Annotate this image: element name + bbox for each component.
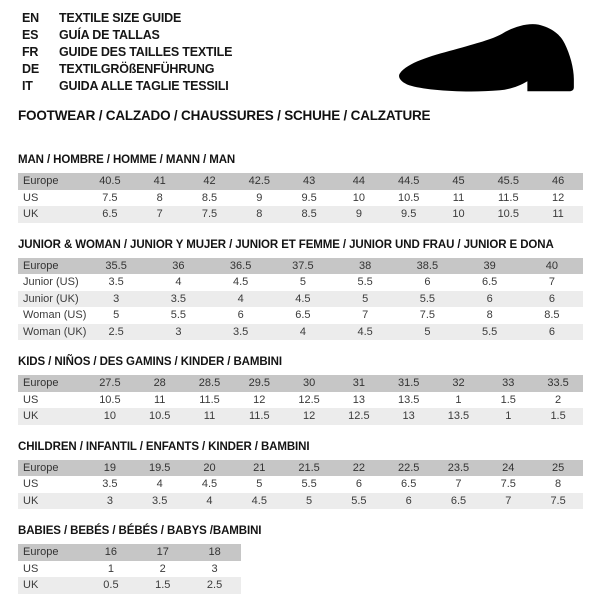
size-table — [18, 258, 583, 341]
row-label-cell: US — [23, 393, 39, 406]
size-value-cell: 30 — [284, 375, 334, 392]
size-value-cell: 7.5 — [419, 309, 436, 322]
table-row — [18, 206, 583, 223]
size-value-cell: 5 — [113, 309, 120, 322]
size-value-cell: 28 — [135, 375, 185, 392]
size-value-cell: 5 — [256, 478, 263, 491]
size-value-cell: 1.5 — [500, 393, 516, 406]
row-label-cell: US — [23, 562, 39, 575]
size-value-cell: 38 — [334, 258, 396, 275]
size-value-cell: 5.5 — [396, 291, 458, 308]
language-row-fr — [22, 43, 232, 60]
size-value-cell: 10 — [352, 191, 365, 204]
language-title: GUÍA DE TALLAS — [59, 27, 160, 42]
table-row — [18, 190, 583, 207]
size-value-cell: 33.5 — [533, 375, 583, 392]
size-value-cell: 22.5 — [384, 460, 434, 477]
size-value-cell: 11 — [533, 206, 583, 223]
row-label-cell: UK — [18, 577, 85, 594]
size-value-cell: 4.5 — [234, 493, 284, 510]
table-row — [18, 577, 241, 594]
size-value-cell: 22 — [334, 460, 384, 477]
size-value-cell: 5.5 — [170, 309, 187, 322]
dress-shoe-silhouette-icon — [395, 12, 587, 114]
size-value-cell: 40.5 — [85, 173, 135, 190]
size-value-cell: 36.5 — [210, 258, 272, 275]
size-value-cell: 5.5 — [357, 276, 373, 289]
table-row — [18, 408, 583, 425]
size-value-cell: 39 — [459, 258, 521, 275]
size-value-cell: 6.5 — [85, 206, 135, 223]
table-row — [18, 324, 583, 341]
row-label-cell: Woman (US) — [23, 309, 87, 322]
row-label-cell: Europe — [18, 375, 85, 392]
size-value-cell: 6 — [521, 324, 583, 341]
size-value-cell: 23.5 — [434, 460, 484, 477]
size-value-cell: 33 — [483, 375, 533, 392]
size-value-cell: 6 — [355, 478, 362, 491]
size-value-cell: 11.5 — [497, 191, 519, 204]
size-value-cell: 1 — [107, 562, 114, 575]
size-value-cell: 3 — [211, 562, 218, 575]
size-value-cell: 3.5 — [147, 291, 209, 308]
category-heading: FOOTWEAR / CALZADO / CHAUSSURES / SCHUHE / CALZATURE — [18, 108, 431, 123]
size-tables-area — [18, 148, 583, 594]
size-table-section — [18, 239, 583, 341]
language-code: ES — [22, 27, 39, 42]
table-row — [18, 544, 241, 561]
size-value-cell: 2 — [555, 393, 562, 406]
size-value-cell: 4.5 — [272, 291, 334, 308]
size-value-cell: 5.5 — [334, 493, 384, 510]
size-value-cell: 9 — [334, 206, 384, 223]
size-value-cell: 4.5 — [232, 276, 249, 289]
language-title: TEXTILE SIZE GUIDE — [59, 10, 182, 25]
size-value-cell: 10.5 — [99, 393, 121, 406]
size-value-cell: 27.5 — [85, 375, 135, 392]
size-value-cell: 7 — [135, 206, 185, 223]
size-value-cell: 42 — [185, 173, 235, 190]
size-value-cell: 11.5 — [234, 408, 284, 425]
size-value-cell: 3.5 — [135, 493, 185, 510]
table-row — [18, 460, 583, 477]
size-value-cell: 3 — [85, 493, 135, 510]
table-row — [18, 258, 583, 275]
size-value-cell: 36 — [147, 258, 209, 275]
size-value-cell: 13 — [384, 408, 434, 425]
size-value-cell: 19 — [85, 460, 135, 477]
size-value-cell: 6 — [521, 291, 583, 308]
size-value-cell: 3 — [85, 291, 147, 308]
size-value-cell: 7.5 — [185, 206, 235, 223]
size-value-cell: 2 — [159, 562, 166, 575]
row-label-cell: UK — [18, 493, 85, 510]
size-value-cell: 13 — [352, 393, 365, 406]
size-value-cell: 28.5 — [185, 375, 235, 392]
row-label-cell: UK — [18, 408, 85, 425]
size-value-cell: 5.5 — [459, 324, 521, 341]
size-value-cell: 42.5 — [234, 173, 284, 190]
size-value-cell: 10.5 — [483, 206, 533, 223]
size-value-cell: 3 — [147, 324, 209, 341]
size-value-cell: 9.5 — [384, 206, 434, 223]
size-value-cell: 21 — [234, 460, 284, 477]
size-value-cell: 8 — [234, 206, 284, 223]
size-value-cell: 4 — [156, 478, 163, 491]
size-value-cell: 5 — [284, 493, 334, 510]
row-label-cell: Europe — [18, 173, 85, 190]
table-row — [18, 392, 583, 409]
size-value-cell: 7.5 — [102, 191, 118, 204]
size-value-cell: 1.5 — [137, 577, 189, 594]
size-value-cell: 12.5 — [334, 408, 384, 425]
size-value-cell: 6.5 — [401, 478, 417, 491]
size-value-cell: 44 — [334, 173, 384, 190]
size-value-cell: 5 — [334, 291, 396, 308]
size-value-cell: 4.5 — [201, 478, 218, 491]
size-table — [18, 544, 241, 594]
size-value-cell: 11 — [185, 408, 235, 425]
table-row — [18, 476, 583, 493]
size-value-cell: 7 — [483, 493, 533, 510]
section-title: CHILDREN / INFANTIL / ENFANTS / KINDER / BAMBINI — [18, 440, 310, 453]
row-label-cell: US — [23, 478, 39, 491]
size-value-cell: 1 — [483, 408, 533, 425]
size-value-cell: 9 — [256, 191, 263, 204]
size-value-cell: 7 — [362, 309, 369, 322]
size-value-cell: 5.5 — [301, 478, 317, 491]
table-row — [18, 493, 583, 510]
size-value-cell: 13.5 — [434, 408, 484, 425]
size-table-section — [18, 154, 583, 223]
size-value-cell: 18 — [189, 544, 241, 561]
language-row-it — [22, 77, 232, 94]
row-label-cell: US — [23, 191, 39, 204]
row-label-cell: Europe — [18, 258, 85, 275]
size-value-cell: 6 — [384, 493, 434, 510]
row-label-cell: UK — [18, 206, 85, 223]
row-label-cell: Europe — [18, 460, 85, 477]
size-value-cell: 10.5 — [135, 408, 185, 425]
size-value-cell: 40 — [521, 258, 583, 275]
size-value-cell: 4 — [175, 276, 182, 289]
size-value-cell: 5 — [299, 276, 306, 289]
size-value-cell: 8 — [156, 191, 163, 204]
size-value-cell: 41 — [135, 173, 185, 190]
size-value-cell: 0.5 — [85, 577, 137, 594]
size-value-cell: 35.5 — [85, 258, 147, 275]
language-title: GUIDA ALLE TAGLIE TESSILI — [59, 78, 229, 93]
size-value-cell: 8 — [555, 478, 562, 491]
size-value-cell: 6.5 — [434, 493, 484, 510]
row-label-cell: Junior (UK) — [18, 291, 85, 308]
size-value-cell: 10 — [434, 206, 484, 223]
size-value-cell: 4 — [210, 291, 272, 308]
size-value-cell: 20 — [185, 460, 235, 477]
size-value-cell: 46 — [533, 173, 583, 190]
row-label-cell: Europe — [18, 544, 85, 561]
language-row-de — [22, 60, 232, 77]
table-row — [18, 375, 583, 392]
language-row-en — [22, 9, 232, 26]
size-value-cell: 25 — [533, 460, 583, 477]
size-value-cell: 1 — [455, 393, 462, 406]
size-value-cell: 37.5 — [272, 258, 334, 275]
size-value-cell: 17 — [137, 544, 189, 561]
size-table-section — [18, 441, 583, 510]
language-code: IT — [22, 78, 33, 93]
size-value-cell: 8.5 — [201, 191, 218, 204]
language-code: FR — [22, 44, 39, 59]
size-value-cell: 6 — [459, 291, 521, 308]
size-value-cell: 45.5 — [483, 173, 533, 190]
size-value-cell: 12 — [284, 408, 334, 425]
size-value-cell: 43 — [284, 173, 334, 190]
language-title: GUIDE DES TAILLES TEXTILE — [59, 44, 233, 59]
row-label-cell: Woman (UK) — [18, 324, 85, 341]
size-value-cell: 24 — [483, 460, 533, 477]
size-value-cell: 12 — [253, 393, 266, 406]
table-row — [18, 561, 241, 578]
size-value-cell: 6 — [424, 276, 431, 289]
size-value-cell: 7.5 — [533, 493, 583, 510]
section-title: KIDS / NIÑOS / DES GAMINS / KINDER / BAMBINI — [18, 356, 282, 368]
language-code: EN — [22, 10, 39, 25]
size-value-cell: 2.5 — [85, 324, 147, 341]
size-value-cell: 29.5 — [234, 375, 284, 392]
size-value-cell: 11.5 — [199, 393, 220, 406]
size-value-cell: 12 — [551, 191, 565, 204]
size-value-cell: 7.5 — [500, 478, 516, 491]
row-label-cell: Junior (US) — [23, 276, 79, 289]
size-value-cell: 10.5 — [397, 191, 420, 204]
table-row — [18, 307, 583, 324]
size-value-cell: 1.5 — [533, 408, 583, 425]
language-code: DE — [22, 61, 39, 76]
size-value-cell: 3.5 — [210, 324, 272, 341]
size-value-cell: 6 — [237, 309, 244, 322]
size-value-cell: 38.5 — [396, 258, 458, 275]
size-value-cell: 13.5 — [397, 393, 420, 406]
size-table — [18, 173, 583, 223]
size-value-cell: 7 — [548, 276, 555, 289]
size-value-cell: 4 — [272, 324, 334, 341]
size-value-cell: 8.5 — [544, 309, 560, 322]
size-value-cell: 10 — [85, 408, 135, 425]
size-value-cell: 5 — [396, 324, 458, 341]
size-value-cell: 31.5 — [384, 375, 434, 392]
size-table-section — [18, 525, 583, 594]
size-value-cell: 21.5 — [284, 460, 334, 477]
table-row — [18, 291, 583, 308]
size-value-cell: 8.5 — [284, 206, 334, 223]
size-table — [18, 460, 583, 510]
size-value-cell: 4 — [185, 493, 235, 510]
size-value-cell: 3.5 — [102, 478, 118, 491]
size-value-cell: 8 — [486, 309, 493, 322]
language-list — [22, 9, 232, 94]
section-title: BABIES / BEBÉS / BÉBÉS / BABYS /BAMBINI — [18, 525, 262, 537]
size-value-cell: 16 — [85, 544, 137, 561]
size-value-cell: 45 — [434, 173, 484, 190]
size-value-cell: 4.5 — [334, 324, 396, 341]
language-title: TEXTILGRÖßENFÜHRUNG — [59, 61, 215, 76]
size-value-cell: 7 — [455, 478, 462, 491]
size-value-cell: 31 — [334, 375, 384, 392]
size-value-cell: 12.5 — [298, 393, 320, 406]
size-table-section — [18, 356, 583, 425]
size-value-cell: 32 — [434, 375, 484, 392]
language-row-es — [22, 26, 232, 43]
size-value-cell: 6.5 — [481, 276, 498, 289]
size-value-cell: 44.5 — [384, 173, 434, 190]
size-value-cell: 2.5 — [189, 577, 241, 594]
size-value-cell: 11 — [452, 191, 465, 204]
size-value-cell: 6.5 — [295, 309, 311, 322]
table-row — [18, 173, 583, 190]
size-value-cell: 11 — [153, 393, 166, 406]
size-value-cell: 19.5 — [135, 460, 185, 477]
size-value-cell: 3.5 — [108, 276, 124, 289]
section-title: MAN / HOMBRE / HOMME / MANN / MAN — [18, 154, 236, 166]
size-table — [18, 375, 583, 425]
table-row — [18, 274, 583, 291]
size-value-cell: 9.5 — [301, 191, 317, 204]
section-title: JUNIOR & WOMAN / JUNIOR Y MUJER / JUNIOR ET FEMME / JUNIOR UND FRAU / JUNIOR E DONA — [18, 238, 554, 251]
